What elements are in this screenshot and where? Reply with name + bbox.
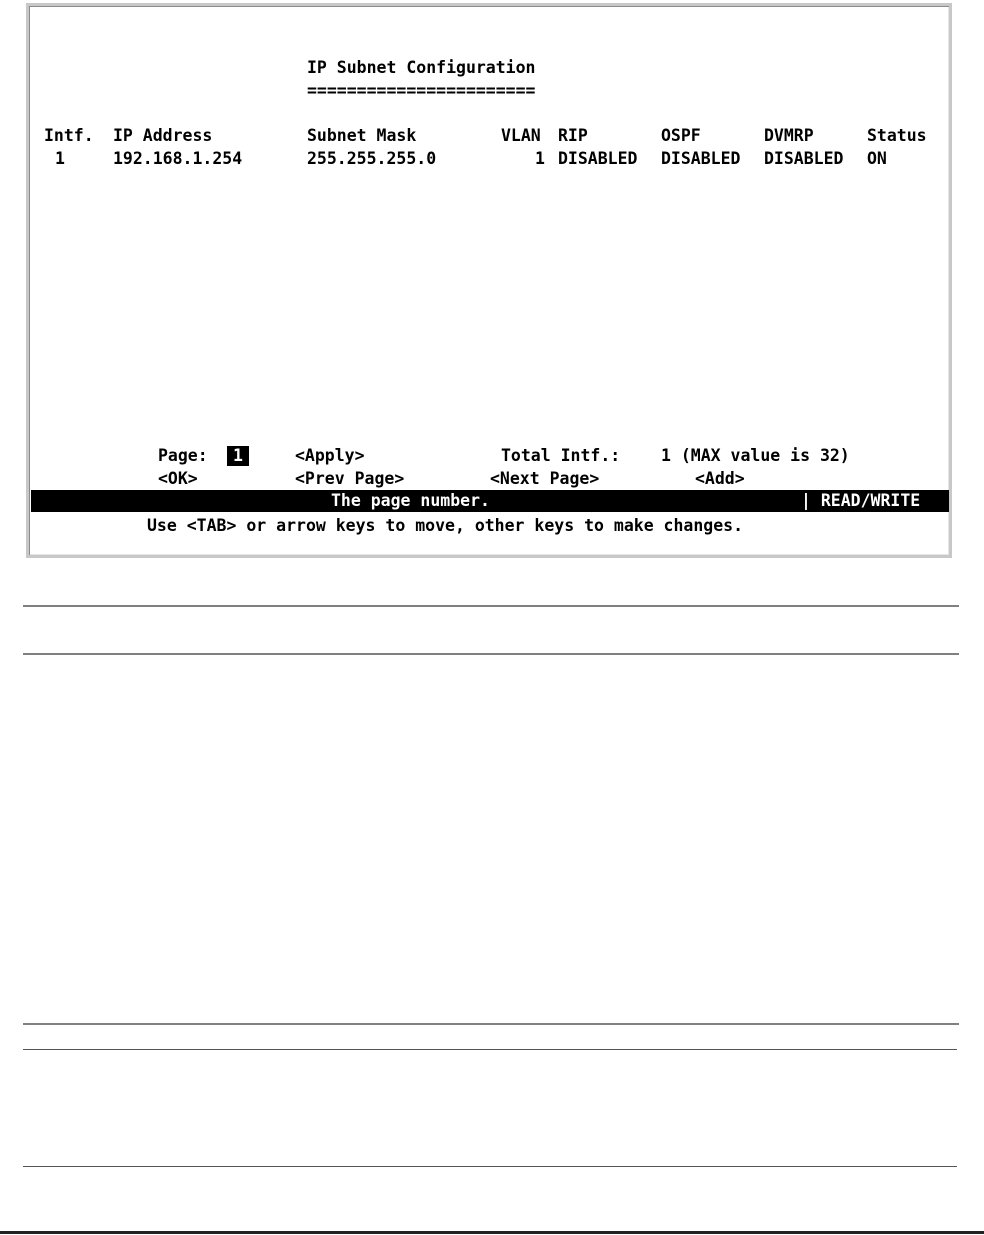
column-header-vlan: VLAN: [501, 126, 541, 145]
cell-vlan[interactable]: 1: [535, 149, 545, 168]
divider: [23, 1166, 957, 1167]
add-button[interactable]: <Add>: [695, 469, 745, 488]
column-header-ip-address: IP Address: [113, 126, 213, 145]
total-intf-label: Total Intf.:: [501, 446, 621, 465]
next-page-button[interactable]: <Next Page>: [490, 469, 600, 488]
status-message: The page number.: [331, 491, 490, 510]
divider: [23, 1023, 959, 1025]
cell-ip-address[interactable]: 192.168.1.254: [113, 149, 243, 168]
status-bar: [31, 490, 949, 512]
cell-rip[interactable]: DISABLED: [558, 149, 638, 168]
column-header-ospf: OSPF: [661, 126, 701, 145]
prev-page-button[interactable]: <Prev Page>: [295, 469, 405, 488]
total-intf-value: 1 (MAX value is 32): [661, 446, 850, 465]
column-header-dvmrp: DVMRP: [764, 126, 814, 145]
column-header-status: Status: [867, 126, 927, 145]
cell-subnet-mask[interactable]: 255.255.255.0: [307, 149, 437, 168]
apply-button[interactable]: <Apply>: [295, 446, 365, 465]
divider: [23, 1049, 957, 1050]
cell-ospf[interactable]: DISABLED: [661, 149, 741, 168]
divider: [0, 1231, 984, 1234]
column-header-rip: RIP: [558, 126, 588, 145]
column-header-intf: Intf.: [44, 126, 94, 145]
ok-button[interactable]: <OK>: [158, 469, 198, 488]
divider: [23, 653, 959, 655]
cell-intf: 1: [55, 149, 65, 168]
page-label: Page:: [158, 446, 208, 465]
page-number-field[interactable]: 1: [227, 446, 249, 466]
page-title: IP Subnet Configuration: [307, 58, 536, 77]
title-underline: =======================: [307, 81, 536, 100]
column-header-subnet-mask: Subnet Mask: [307, 126, 417, 145]
divider: [23, 605, 959, 607]
help-text: Use <TAB> or arrow keys to move, other keys to make changes.: [147, 516, 744, 535]
cell-status[interactable]: ON: [867, 149, 887, 168]
terminal-window: [26, 3, 952, 558]
access-mode: | READ/WRITE: [801, 491, 921, 510]
cell-dvmrp[interactable]: DISABLED: [764, 149, 844, 168]
